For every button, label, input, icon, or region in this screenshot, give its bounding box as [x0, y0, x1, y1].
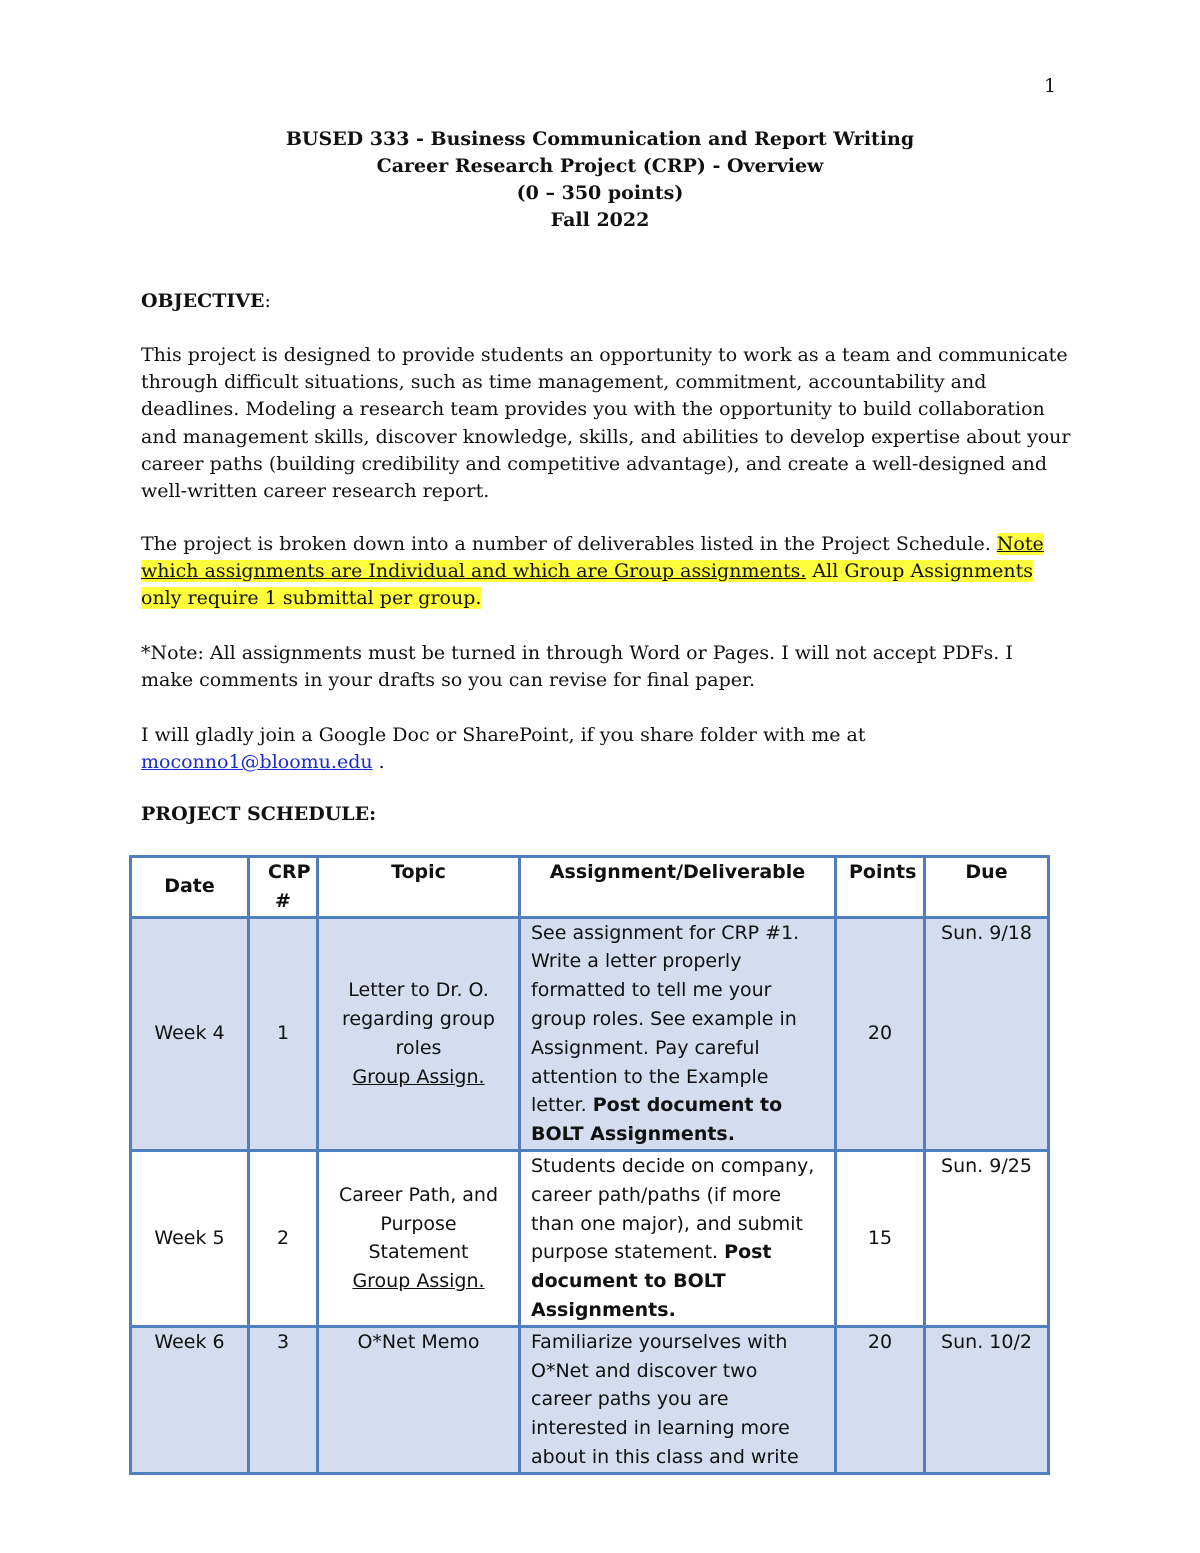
row-topic: O*Net Memo: [318, 1326, 520, 1473]
row-assignment: [520, 917, 836, 1150]
row-date: Week 4: [131, 917, 249, 1150]
table-header-row: [131, 857, 1049, 918]
deliverables-text: The project is broken down into a number of deliverables listed in the Project Schedule.: [141, 533, 997, 555]
table-row: [131, 1326, 1049, 1473]
header-crp: CRP #: [249, 857, 318, 918]
page-number: 1: [1044, 75, 1057, 97]
share-paragraph: [141, 722, 1071, 776]
row-assignment-bold: Post document to BOLT Assignments.: [531, 1094, 783, 1146]
email-link[interactable]: moconno1@bloomu.edu: [141, 751, 373, 774]
row-assignment-bold: Post document to BOLT Assignments.: [531, 1241, 772, 1321]
deliverables-paragraph: [141, 531, 1071, 613]
row-topic: [318, 917, 520, 1150]
row-assignment-text: Students decide on company, career path/paths (if more than one major), and submit purpose statement.: [531, 1154, 815, 1264]
row-date: Week 5: [131, 1150, 249, 1326]
note-paragraph: *Note: All assignments must be turned in through Word or Pages. I will not accept PDFs. I make comments in your drafts so you can revise for final paper.: [141, 642, 1013, 692]
header-date: Date: [131, 857, 249, 918]
row-points: 20: [836, 1326, 925, 1473]
schedule-table: [129, 855, 1050, 1475]
row-assignment: Familiarize yourselves with O*Net and discover two career paths you are interested in learning more about in this class and write: [520, 1326, 836, 1473]
objective-heading: [141, 290, 271, 312]
schedule-heading: PROJECT SCHEDULE:: [141, 803, 377, 825]
row-due: Sun. 9/18: [925, 917, 1049, 1150]
share-trailing: .: [372, 751, 385, 774]
row-due: Sun. 10/2: [925, 1326, 1049, 1473]
title-project: Career Research Project (CRP) - Overview: [376, 155, 824, 177]
row-topic-type: Group Assign.: [352, 1270, 485, 1293]
header-due: Due: [925, 857, 1049, 918]
header-assignment: Assignment/Deliverable: [520, 857, 836, 918]
deliverables-highlight: All Group Assignments only require 1 submittal per group.: [141, 560, 1034, 610]
row-points: 20: [836, 917, 925, 1150]
table-row: [131, 917, 1049, 1150]
objective-heading-colon: :: [264, 290, 271, 312]
row-points: 15: [836, 1150, 925, 1326]
row-assignment: [520, 1150, 836, 1326]
row-crp: 1: [249, 917, 318, 1150]
objective-paragraph: This project is designed to provide students an opportunity to work as a team and communicate through difficult situations, such as time management, commitment, accountability and deadlines. Modeling a research team provides you with the opportunity to build collaboration and management skills, discover knowledge, skills, and abilities to develop expertise about your career paths (building credibility and competitive advantage), and create a well-designed and well-written career research report.: [141, 344, 1071, 503]
row-crp: 2: [249, 1150, 318, 1326]
row-topic-text: Career Path, and Purpose Statement: [338, 1183, 499, 1264]
row-crp: 3: [249, 1326, 318, 1473]
header-topic: Topic: [318, 857, 520, 918]
row-topic: [318, 1150, 520, 1326]
objective-heading-text: OBJECTIVE: [141, 290, 265, 312]
row-assignment-text: See assignment for CRP #1. Write a letter properly formatted to tell me your group roles. See example in Assignment. Pay careful attention to the Example letter.: [531, 921, 800, 1117]
header-points: Points: [836, 857, 925, 918]
title-points: (0 – 350 points): [516, 182, 684, 204]
table-row: [131, 1150, 1049, 1326]
document-title: [0, 126, 1200, 234]
row-due: Sun. 9/25: [925, 1150, 1049, 1326]
title-term: Fall 2022: [550, 209, 650, 231]
deliverables-highlight-underlined: Note which assignments are Individual and which are Group assignments.: [141, 533, 1044, 583]
share-text: I will gladly join a Google Doc or SharePoint, if you share folder with me at: [141, 724, 866, 746]
row-date: Week 6: [131, 1326, 249, 1473]
row-topic-type: Group Assign.: [352, 1065, 485, 1088]
title-course: BUSED 333 - Business Communication and Report Writing: [285, 128, 915, 150]
row-topic-text: Letter to Dr. O. regarding group roles: [342, 979, 495, 1059]
